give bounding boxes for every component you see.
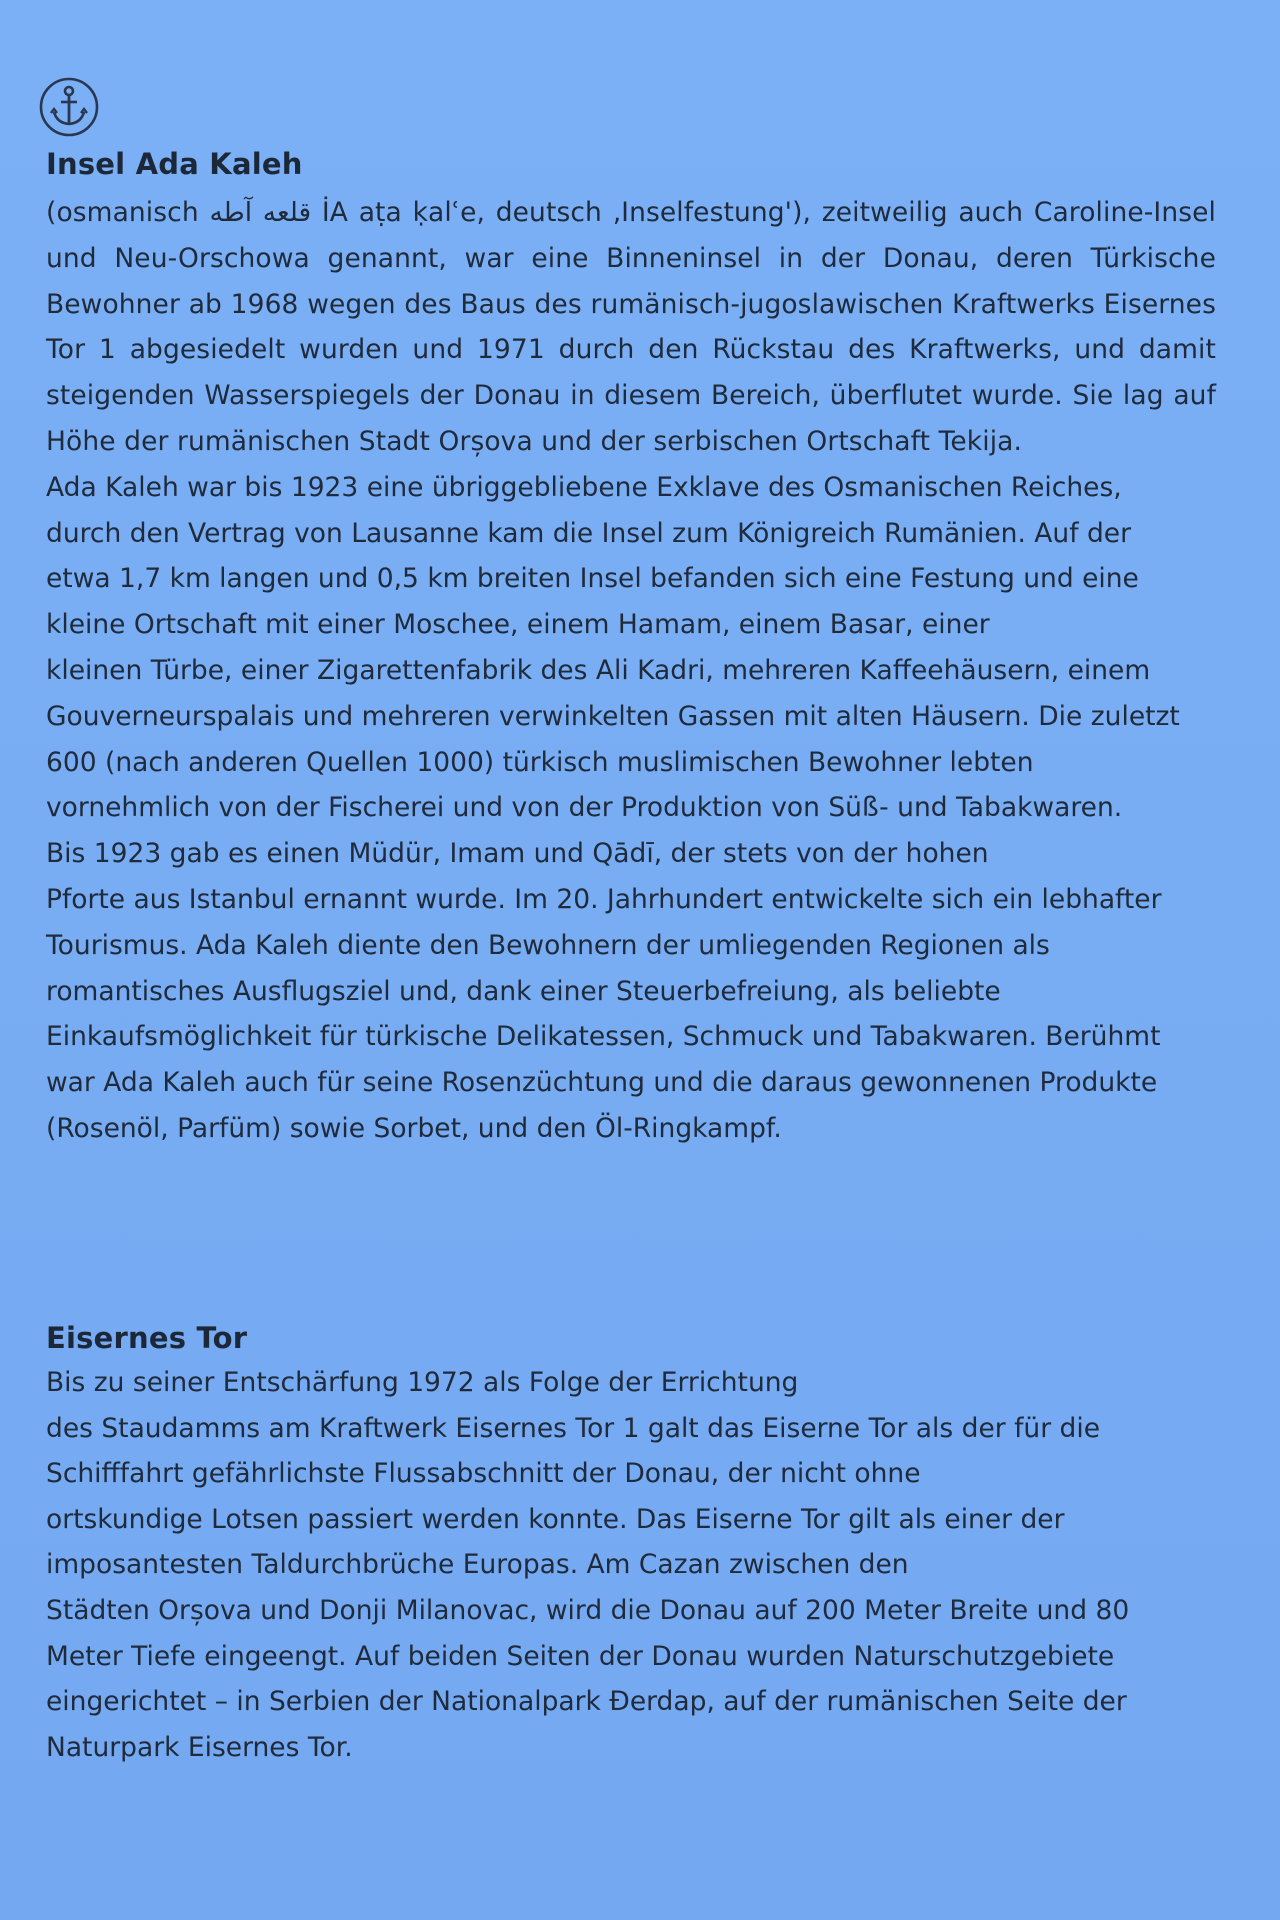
text-line: (Rosenöl, Parfüm) sowie Sorbet, und den Öl-Ringkampf. [46, 1112, 782, 1144]
anchor-icon [38, 76, 100, 138]
text-line: Einkaufsmöglichkeit für türkische Delikatessen, Schmuck und Tabakwaren. Berühmt [46, 1021, 1161, 1053]
text-line: Bis zu seiner Entschärfung 1972 als Folge der Errichtung [46, 1367, 799, 1398]
text-line: etwa 1,7 km langen und 0,5 km breiten Insel befanden sich eine Festung und eine [46, 563, 1139, 595]
intro-paragraph: (osmanisch قلعه آطه İA aṭa ḳalʿe, deutsch ‚Inselfestung'), zeitweilig auch Caroline-Insel und Neu-Orschowa genannt, war eine Binneninsel in der Donau, deren Türkische Bewohner ab 1968 wegen des Baus des rumänisch-jugoslawischen Kraftwerks Eisernes Tor 1 abgesiedelt wurden und 1971 durch den Rückstau des Kraftwerks, und damit steigenden Wasserspiegels der Donau in diesem Bereich, überflutet wurde. Sie lag auf Höhe der rumänischen Stadt Orșova und der serbischen Ortschaft Tekija. [46, 197, 1216, 457]
text-line: Pforte aus Istanbul ernannt wurde. Im 20. Jahrhundert entwickelte sich ein lebhafter [46, 883, 1162, 915]
eisernes-tor-paragraph [46, 1360, 1216, 1770]
text-line: Städten Orșova und Donji Milanovac, wird die Donau auf 200 Meter Breite und 80 [46, 1594, 1130, 1626]
text-line: Bis 1923 gab es einen Müdür, Imam und Qādī, der stets von der hohen [46, 838, 989, 870]
text-line: Schifffahrt gefährlichste Flussabschnitt der Donau, der nicht ohne [46, 1458, 921, 1490]
text-line: Meter Tiefe eingeengt. Auf beiden Seiten der Donau wurden Naturschutzgebiete [46, 1640, 1115, 1672]
section-eisernes-tor [46, 1318, 1216, 1770]
text-line: war Ada Kaleh auch für seine Rosenzüchtung und die daraus gewonnenen Produkte [46, 1067, 1158, 1099]
text-line: Naturpark Eisernes Tor. [46, 1731, 353, 1763]
history-paragraph [46, 465, 1216, 1152]
text-line: Tourismus. Ada Kaleh diente den Bewohnern der umliegenden Regionen als [46, 929, 1050, 961]
section-title: Eisernes Tor [46, 1321, 248, 1355]
text-line: Ada Kaleh war bis 1923 eine übriggebliebene Exklave des Osmanischen Reiches, [46, 471, 1122, 503]
section-title: Insel Ada Kaleh [46, 147, 303, 181]
text-line: imposantesten Taldurchbrüche Europas. Am Cazan zwischen den [46, 1549, 909, 1581]
text-line: vornehmlich von der Fischerei und von der Produktion von Süß- und Tabakwaren. [46, 792, 1123, 824]
text-line: des Staudamms am Kraftwerk Eisernes Tor 1 galt das Eiserne Tor als der für die [46, 1412, 1100, 1444]
text-line: romantisches Ausflugsziel und, dank einer Steuerbefreiung, als beliebte [46, 975, 1001, 1007]
text-line: kleine Ortschaft mit einer Moschee, einem Hamam, einem Basar, einer [46, 609, 990, 641]
section-ada-kaleh [46, 144, 1216, 1152]
text-line: eingerichtet – in Serbien der Nationalpark Đerdap, auf der rumänischen Seite der [46, 1686, 1127, 1718]
text-line: 600 (nach anderen Quellen 1000) türkisch muslimischen Bewohner lebten [46, 746, 1034, 778]
text-line: Gouverneurspalais und mehreren verwinkelten Gassen mit alten Häusern. Die zuletzt [46, 700, 1180, 732]
text-line: kleinen Türbe, einer Zigarettenfabrik des Ali Kadri, mehreren Kaffeehäusern, einem [46, 654, 1151, 686]
text-line: ortskundige Lotsen passiert werden konnte. Das Eiserne Tor gilt als einer der [46, 1503, 1065, 1535]
text-line: durch den Vertrag von Lausanne kam die Insel zum Königreich Rumänien. Auf der [46, 517, 1131, 549]
